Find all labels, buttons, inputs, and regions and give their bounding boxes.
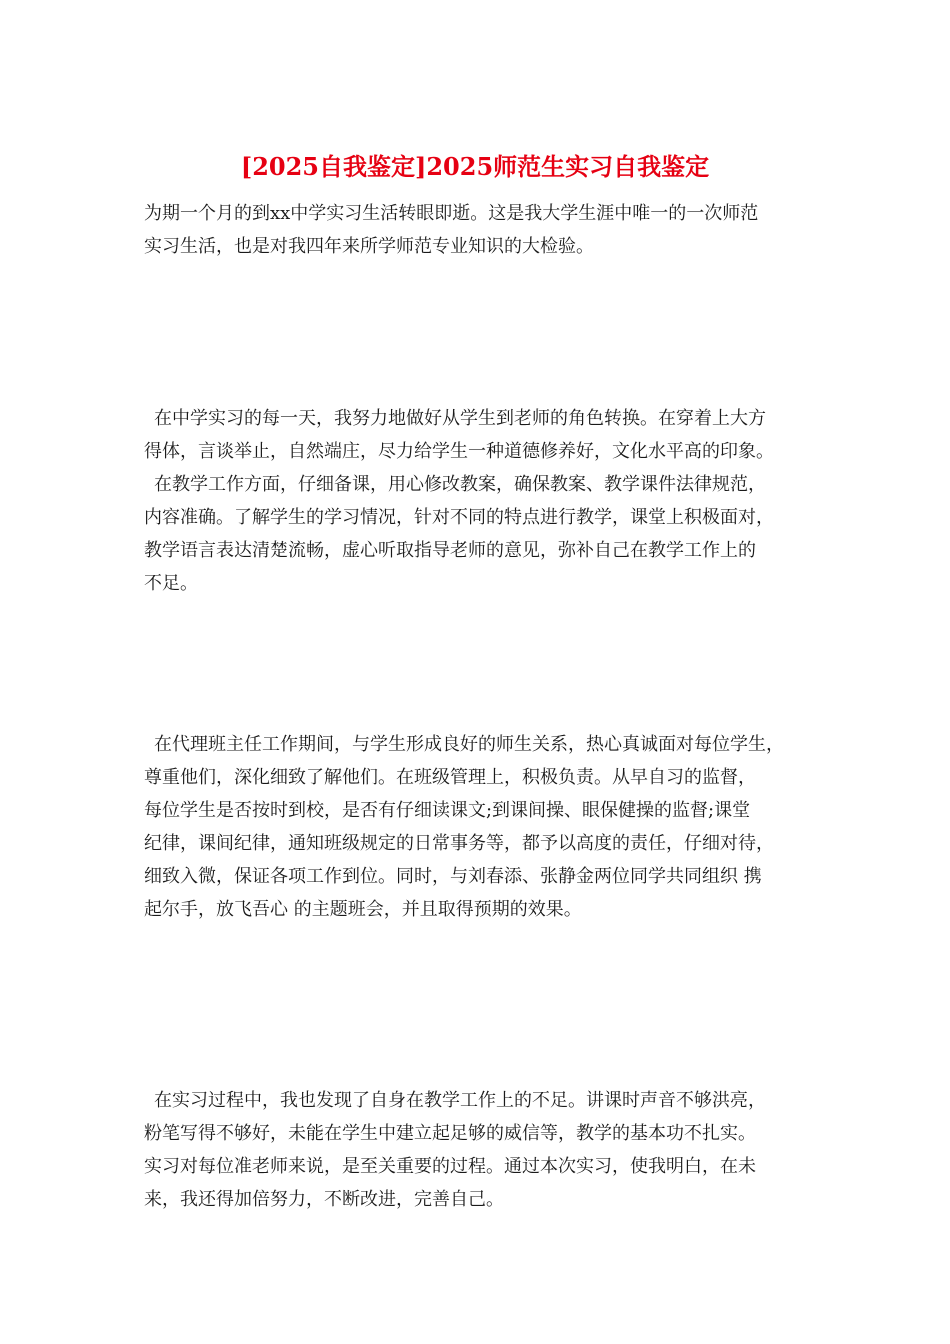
paragraph-line: 粉笔写得不够好，未能在学生中建立起足够的威信等，教学的基本功不扎实。 <box>144 1123 756 1144</box>
paragraph-line: 实习对每位准老师来说，是至关重要的过程。通过本次实习，使我明白，在未 <box>144 1156 756 1177</box>
paragraph-line: 尊重他们，深化细致了解他们。在班级管理上，积极负责。从早自习的监督， <box>144 767 756 788</box>
document-title: [2025自我鉴定]2025师范生实习自我鉴定 <box>240 152 710 181</box>
paragraph-line: 不足。 <box>144 573 198 594</box>
paragraph-line: 在教学工作方面，仔细备课，用心修改教案，确保教案、教学课件法律规范， <box>154 474 766 495</box>
paragraph-line: 每位学生是否按时到校，是否有仔细读课文;到课间操、眼保健操的监督;课堂 <box>144 800 751 821</box>
paragraph-line: 纪律，课间纪律，通知班级规定的日常事务等，都予以高度的责任，仔细对待， <box>144 833 774 854</box>
paragraph-line: 在代理班主任工作期间，与学生形成良好的师生关系，热心真诚面对每位学生， <box>154 734 784 755</box>
paragraph-line: 来，我还得加倍努力，不断改进，完善自己。 <box>144 1189 504 1210</box>
paragraph-line: 得体，言谈举止，自然端庄，尽力给学生一种道德修养好，文化水平高的印象。 <box>144 441 774 462</box>
paragraph-1 <box>144 197 824 263</box>
paragraph-line: 内容准确。了解学生的学习情况，针对不同的特点进行教学，课堂上积极面对， <box>144 507 774 528</box>
paragraph-line: 细致入微，保证各项工作到位。同时，与刘春添、张静金两位同学共同组织 携 <box>144 866 762 887</box>
paragraph-2 <box>144 402 824 600</box>
paragraph-line: 教学语言表达清楚流畅，虚心听取指导老师的意见，弥补自己在教学工作上的 <box>144 540 756 561</box>
paragraph-line: 实习生活，也是对我四年来所学师范专业知识的大检验。 <box>144 236 594 257</box>
paragraph-3 <box>144 728 824 926</box>
paragraph-line: 在中学实习的每一天，我努力地做好从学生到老师的角色转换。在穿着上大方 <box>154 408 766 429</box>
paragraph-4 <box>144 1084 824 1216</box>
paragraph-line: 起尔手，放飞吾心 的主题班会，并且取得预期的效果。 <box>144 899 582 920</box>
paragraph-line: 在实习过程中，我也发现了自身在教学工作上的不足。讲课时声音不够洪亮， <box>154 1090 766 1111</box>
paragraph-line: 为期一个月的到xx中学实习生活转眼即逝。这是我大学生涯中唯一的一次师范 <box>144 203 759 224</box>
